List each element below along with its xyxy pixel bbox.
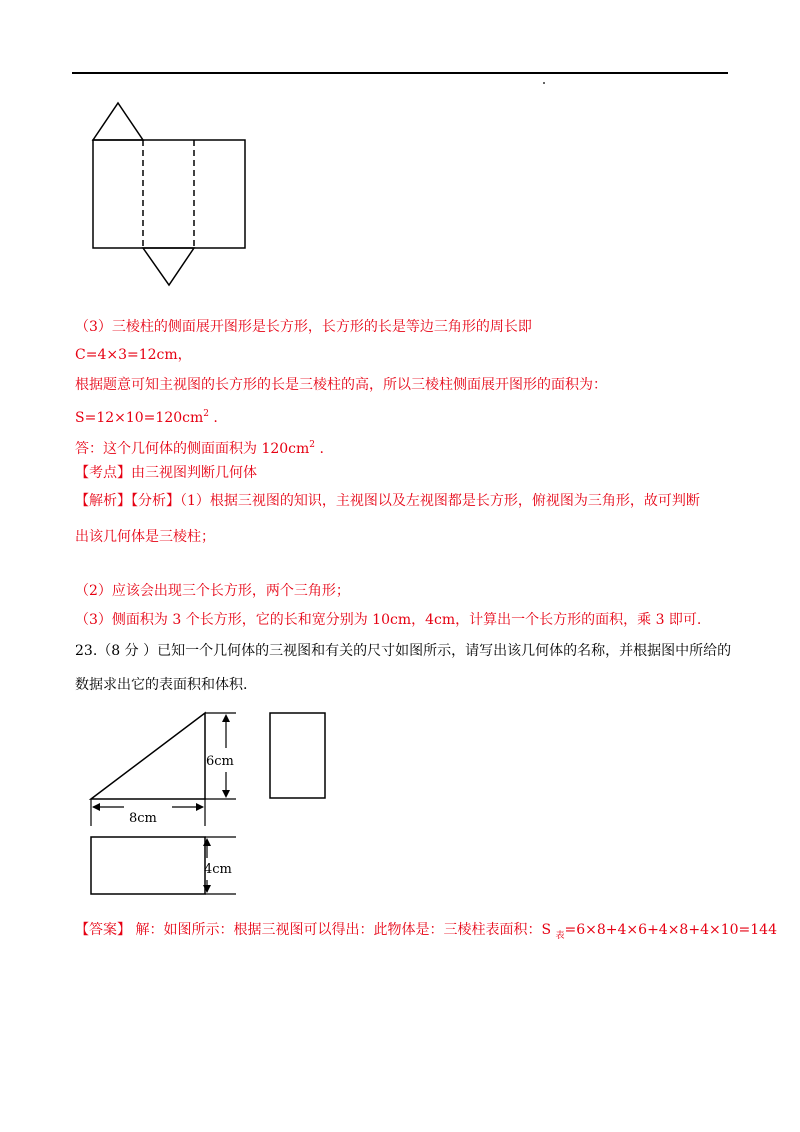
area-formula-exponent: 2 <box>203 409 209 419</box>
solution-line-1: （3）三棱柱的侧面展开图形是长方形，长方形的长是等边三角形的周长即 <box>75 319 532 335</box>
depth-arrow-down <box>203 885 211 893</box>
depth-arrow-up <box>203 838 211 846</box>
solution-line-3: 根据题意可知主视图的长方形的长是三棱柱的高，所以三棱柱侧面展开图形的面积为： <box>75 377 607 393</box>
area-formula-tail: . <box>208 410 218 426</box>
answer-formula: =6×8+4×6+4×8+4×10=144 <box>564 922 777 938</box>
width-label: 8cm <box>129 811 157 826</box>
height-arrow-down <box>222 790 230 798</box>
height-label: 6cm <box>206 754 234 769</box>
answer-tail: . <box>315 441 324 457</box>
question-23-line-2: 数据求出它的表面积和体积. <box>75 677 248 693</box>
answer-subscript: 表 <box>555 930 565 941</box>
analysis-line-3: （2）应该会出现三个长方形，两个三角形； <box>75 583 350 599</box>
knowledge-point: 【考点】由三视图判断几何体 <box>75 465 257 481</box>
answer-exponent: 2 <box>309 440 316 450</box>
depth-label: 4cm <box>204 862 232 877</box>
width-arrow-right <box>196 803 204 811</box>
answer-line <box>75 919 777 947</box>
answer-label: 【答案】 <box>75 922 131 938</box>
solution-line-2: C=4×3=12cm， <box>75 347 192 363</box>
analysis-line-4: （3）侧面积为 3 个长方形，它的长和宽分别为 10cm，4cm，计算出一个长方形的面积，乘 3 即可. <box>75 612 702 628</box>
width-arrow-left <box>92 803 100 811</box>
side-view-rectangle <box>270 713 325 798</box>
answer-text: 答：这个几何体的侧面面积为 120cm <box>75 441 310 457</box>
answer-body: 解：如图所示：根据三视图可以得出：此物体是：三棱柱表面积：S <box>131 922 556 938</box>
height-arrow-up <box>222 714 230 722</box>
top-view-rectangle <box>91 837 205 894</box>
question-23-line-1: 23.（8 分 ）已知一个几何体的三视图和有关的尺寸如图所示，请写出该几何体的名称，并根据图中所给的 <box>75 643 732 659</box>
area-formula: S=12×10=120cm <box>75 410 204 426</box>
front-view-triangle <box>91 713 205 799</box>
analysis-line-2: 出该几何体是三棱柱； <box>75 529 215 545</box>
analysis-line-1: 【解析】【分析】（1）根据三视图的知识，主视图以及左视图都是长方形，俯视图为三角形，故可判断 <box>75 493 700 509</box>
